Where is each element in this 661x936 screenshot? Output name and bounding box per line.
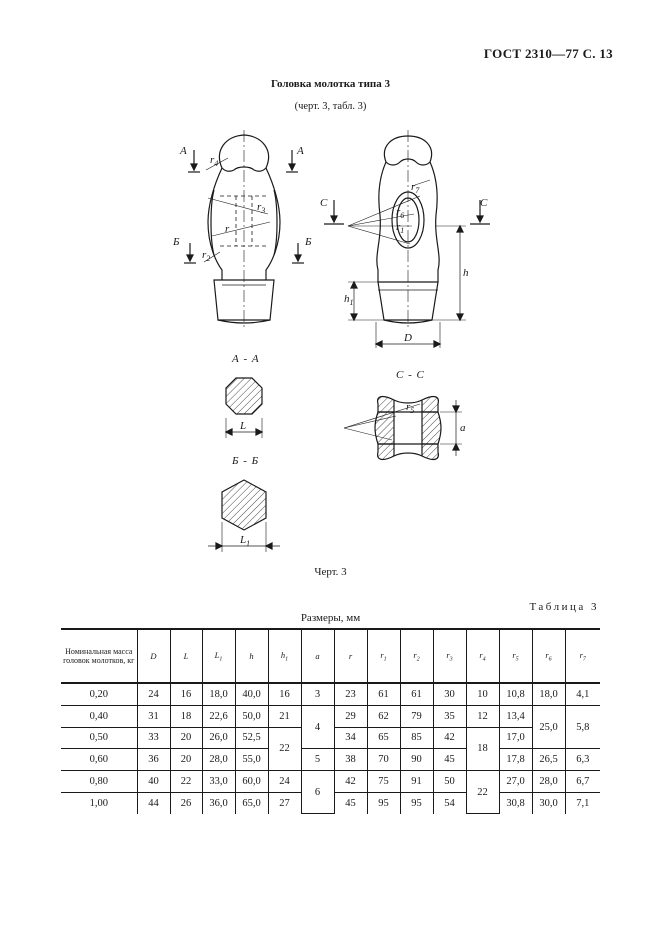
cell-mass: 0,50: [61, 727, 137, 749]
figure-caption: Черт. 3: [314, 566, 347, 578]
table-row: [61, 771, 600, 793]
cell-l1: 33,0: [202, 771, 235, 793]
cell-h: 52,5: [235, 727, 268, 749]
header-l: L: [170, 629, 202, 683]
cell-r7: 6,3: [565, 749, 600, 771]
header-h1: $h_1$: [268, 629, 301, 683]
cell-d: 40: [137, 771, 170, 793]
section-subtitle: (черт. 3, табл. 3): [294, 101, 367, 112]
cell-r2: 79: [400, 705, 433, 727]
cell-l: 20: [170, 749, 202, 771]
cell-l: 20: [170, 727, 202, 749]
cell-r4: 12: [466, 705, 499, 727]
cell-r5: 17,0: [499, 727, 532, 749]
cell-r1: 70: [367, 749, 400, 771]
cell-d: 33: [137, 727, 170, 749]
section-b-title: Б - Б: [232, 455, 260, 467]
cell-r6: 25,0: [532, 705, 565, 749]
cell-l1: 26,0: [202, 727, 235, 749]
cell-r3: 42: [433, 727, 466, 749]
radius-r-label: r: [225, 223, 230, 235]
cell-r6: 30,0: [532, 792, 565, 813]
radius-r6-label: $r_6$: [396, 206, 405, 220]
section-c-title: С - С: [396, 369, 425, 381]
table-row: [61, 749, 600, 771]
cell-r5: 10,8: [499, 683, 532, 705]
cell-r7: 5,8: [565, 705, 600, 749]
cell-r6: 28,0: [532, 771, 565, 793]
cut-b-right-label: Б: [305, 236, 312, 248]
radius-r1-label: $r_1$: [396, 221, 405, 235]
cell-r3: 45: [433, 749, 466, 771]
header-r1: $r_1$: [367, 629, 400, 683]
cell-l: 18: [170, 705, 202, 727]
radius-r2-label: $r_2$: [202, 249, 211, 263]
cell-r: 45: [334, 792, 367, 813]
radius-r4-label: $r_4$: [210, 154, 219, 168]
dimension-l1-label: $L_1$: [240, 534, 251, 548]
dimensions-table: [61, 628, 600, 814]
cell-r3: 30: [433, 683, 466, 705]
cell-r1: 65: [367, 727, 400, 749]
header-r4: $r_4$: [466, 629, 499, 683]
cell-r: 42: [334, 771, 367, 793]
cell-r1: 75: [367, 771, 400, 793]
cut-c-left-label: С: [320, 197, 328, 209]
table-row: [61, 705, 600, 727]
cell-r1: 95: [367, 792, 400, 813]
cell-r3: 35: [433, 705, 466, 727]
cell-h: 55,0: [235, 749, 268, 771]
header-r3: $r_3$: [433, 629, 466, 683]
cell-a: 3: [301, 683, 334, 705]
dimension-l-label: L: [240, 420, 247, 432]
cell-l: 22: [170, 771, 202, 793]
cell-r1: 61: [367, 683, 400, 705]
header-r5: $r_5$: [499, 629, 532, 683]
cell-r5: 27,0: [499, 771, 532, 793]
cell-h1: 27: [268, 792, 301, 813]
section-title: Головка молотка типа 3: [270, 78, 391, 90]
radius-r5-label: $r_5$: [406, 401, 415, 415]
cell-r2: 95: [400, 792, 433, 813]
cell-r4: 10: [466, 683, 499, 705]
header-a: a: [301, 629, 334, 683]
header-r6: $r_6$: [532, 629, 565, 683]
cell-mass: 0,20: [61, 683, 137, 705]
cell-r7: 7,1: [565, 792, 600, 813]
header-r7: $r_7$: [565, 629, 600, 683]
cell-h: 40,0: [235, 683, 268, 705]
header-h: h: [235, 629, 268, 683]
header-r: r: [334, 629, 367, 683]
page-header-standard: ГОСТ 2310—77 С. 13: [483, 46, 613, 61]
header-d: D: [137, 629, 170, 683]
cell-r5: 13,4: [499, 705, 532, 727]
cell-r4: 22: [466, 771, 499, 814]
cell-d: 36: [137, 749, 170, 771]
cell-r2: 61: [400, 683, 433, 705]
cell-mass: 0,60: [61, 749, 137, 771]
cell-r: 34: [334, 727, 367, 749]
cell-mass: 1,00: [89, 797, 108, 809]
cell-h: 50,0: [235, 705, 268, 727]
cell-r5: 30,8: [499, 792, 532, 813]
cell-r7: 4,1: [565, 683, 600, 705]
cell-l1: 36,0: [202, 792, 235, 813]
cell-mass: 0,80: [61, 771, 137, 793]
section-a-title: А - А: [232, 353, 260, 365]
cut-a-right-label: А: [297, 145, 304, 157]
cut-b-left-label: Б: [173, 236, 180, 248]
cut-c-right-label: С: [480, 197, 488, 209]
cell-d: 31: [137, 705, 170, 727]
cell-h1: 22: [268, 727, 301, 771]
header-mass: Номинальная масса головок молотков, кг: [61, 629, 137, 683]
table-label: Таблица 3: [529, 601, 599, 613]
dimension-a-label: a: [460, 422, 466, 434]
dimension-h-label: h: [463, 267, 469, 279]
table-caption: Размеры, мм: [300, 612, 361, 624]
cell-h1: 16: [268, 683, 301, 705]
cut-a-left-label: А: [180, 145, 187, 157]
radius-r7-label: $r_7$: [411, 181, 420, 195]
side-view: [324, 130, 490, 348]
cell-r3: 50: [433, 771, 466, 793]
cell-l1: 28,0: [202, 749, 235, 771]
cell-mass: 0,40: [61, 705, 137, 727]
cell-r2: 91: [400, 771, 433, 793]
header-r2: $r_2$: [400, 629, 433, 683]
front-view: [184, 130, 304, 330]
cell-r4: 18: [466, 727, 499, 771]
cell-h: 65,0: [235, 792, 268, 813]
cell-r6: 18,0: [532, 683, 565, 705]
cell-l1: 22,6: [202, 705, 235, 727]
cell-h1: 24: [268, 771, 301, 793]
cell-a: 6: [301, 771, 334, 814]
dimension-d-label: D: [404, 332, 412, 344]
cell-r7: 6,7: [565, 771, 600, 793]
cell-r1: 62: [367, 705, 400, 727]
cell-r2: 85: [400, 727, 433, 749]
cell-d: 44: [137, 792, 170, 813]
table-row: [61, 683, 600, 705]
cell-a: 4: [301, 705, 334, 749]
cell-r3: 54: [433, 792, 466, 813]
radius-r3-label: $r_3$: [257, 201, 266, 215]
cell-r: 38: [334, 749, 367, 771]
cell-r2: 90: [400, 749, 433, 771]
cell-d: 24: [137, 683, 170, 705]
cell-l: 16: [170, 683, 202, 705]
cell-r: 29: [334, 705, 367, 727]
cell-r: 23: [334, 683, 367, 705]
cell-l: 26: [170, 792, 202, 813]
table-header-row: [61, 629, 600, 683]
dimension-h1-label: $h_1$: [344, 293, 354, 307]
cell-r5: 17,8: [499, 749, 532, 771]
cell-h: 60,0: [235, 771, 268, 793]
cell-l1: 18,0: [202, 683, 235, 705]
header-l1: $L_1$: [202, 629, 235, 683]
cell-r6: 26,5: [532, 749, 565, 771]
section-c-profile: [344, 397, 462, 460]
cell-h1: 21: [268, 705, 301, 727]
cell-a: 5: [301, 749, 334, 771]
